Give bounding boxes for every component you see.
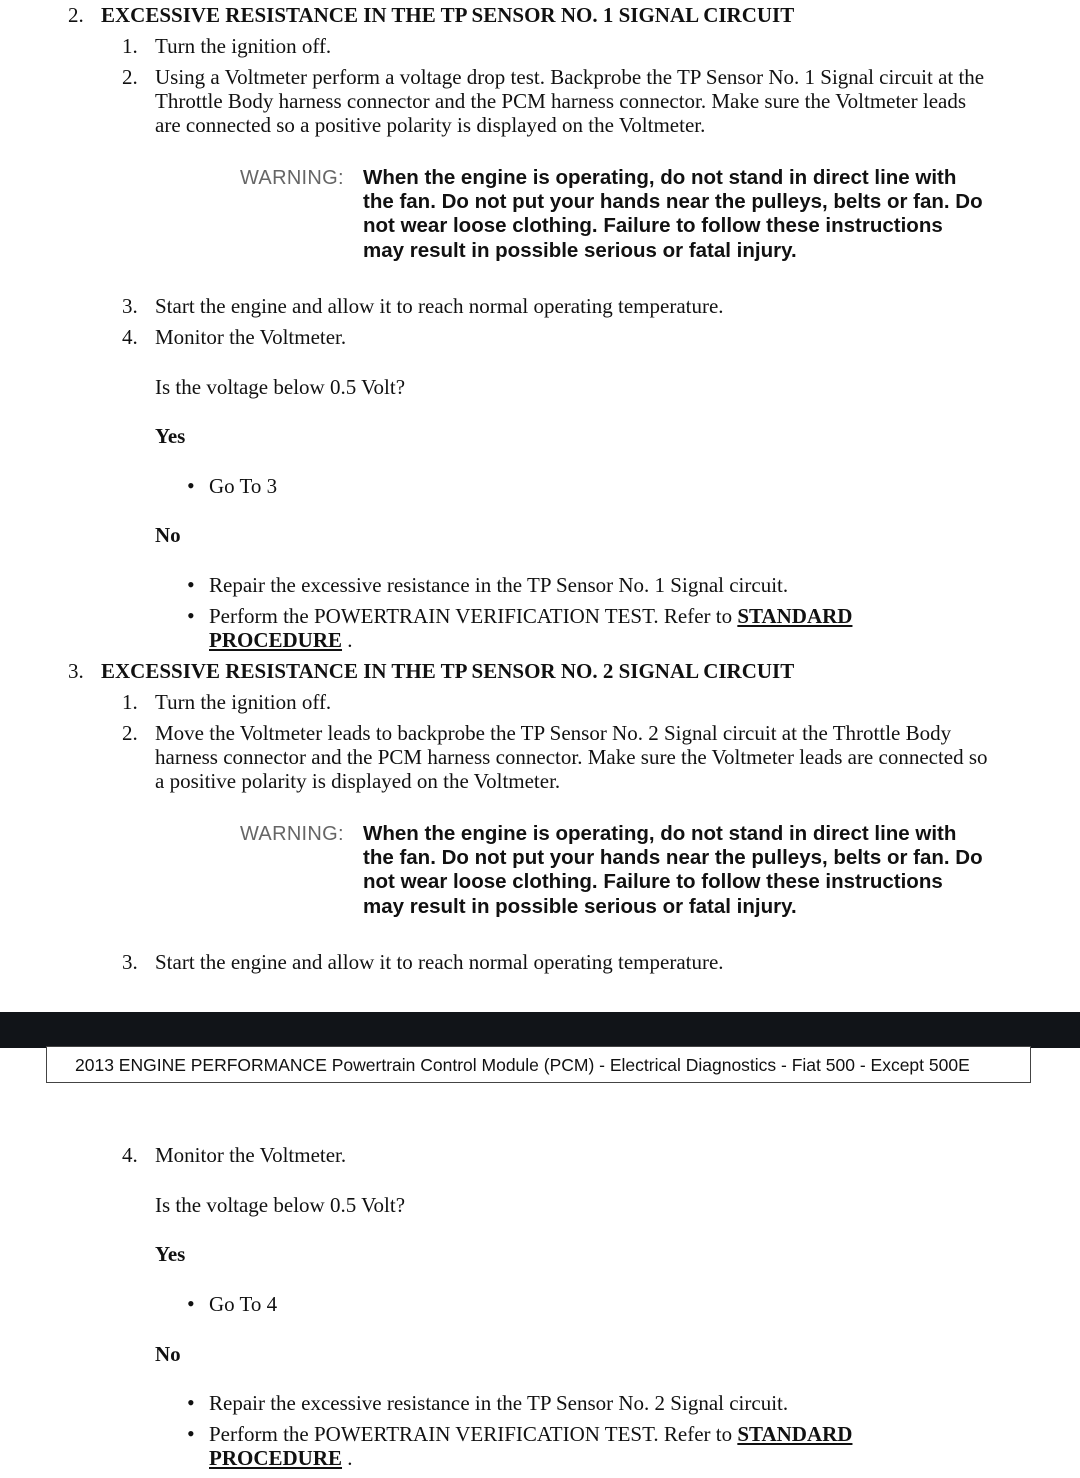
question-text: Is the voltage below 0.5 Volt? xyxy=(155,375,406,399)
bullet-icon: • xyxy=(187,603,195,628)
step-number: 3. xyxy=(122,294,138,318)
list-item xyxy=(209,1422,852,1446)
list-item: Go To 4 xyxy=(209,1292,278,1316)
list-item: Repair the excessive resistance in the TP Sensor No. 2 Signal circuit. xyxy=(209,1391,789,1415)
question-text: Is the voltage below 0.5 Volt? xyxy=(155,1193,406,1217)
step-text: Monitor the Voltmeter. xyxy=(155,1143,347,1167)
step-text-line: Move the Voltmeter leads to backprobe the TP Sensor No. 2 Signal circuit at the Throttle Body xyxy=(155,721,952,745)
warning-text-line: When the engine is operating, do not stand in direct line with xyxy=(363,822,957,845)
list-item-continuation xyxy=(209,1446,353,1470)
warning-text-line: the fan. Do not put your hands near the pulleys, belts or fan. Do xyxy=(363,846,983,869)
warning-text-line: may result in possible serious or fatal injury. xyxy=(363,895,797,918)
warning-text-line: not wear loose clothing. Failure to follow these instructions xyxy=(363,870,943,893)
answer-yes-label: Yes xyxy=(155,424,186,448)
step-text-line: are connected so a positive polarity is displayed on the Voltmeter. xyxy=(155,113,706,137)
step-number: 2. xyxy=(122,721,138,745)
step-text-line: a positive polarity is displayed on the Voltmeter. xyxy=(155,769,561,793)
list-item-text: . xyxy=(347,628,353,652)
step-number: 1. xyxy=(122,690,138,714)
section-2-number: 2. xyxy=(68,3,84,27)
step-text: Start the engine and allow it to reach normal operating temperature. xyxy=(155,950,724,974)
bullet-icon: • xyxy=(187,1421,195,1446)
list-item-continuation xyxy=(209,628,353,652)
page-footer xyxy=(46,1046,1031,1083)
step-text-line: harness connector and the PCM harness connector. Make sure the Voltmeter leads are connected so xyxy=(155,745,988,769)
list-item-text: . xyxy=(347,1446,353,1470)
step-number: 4. xyxy=(122,325,138,349)
step-text-line: Using a Voltmeter perform a voltage drop test. Backprobe the TP Sensor No. 1 Signal circuit at the xyxy=(155,65,985,89)
step-text: Turn the ignition off. xyxy=(155,34,332,58)
warning-label: WARNING: xyxy=(240,823,344,845)
list-item xyxy=(209,604,852,628)
section-3-title: EXCESSIVE RESISTANCE IN THE TP SENSOR NO. 2 SIGNAL CIRCUIT xyxy=(101,659,795,683)
step-text: Turn the ignition off. xyxy=(155,690,332,714)
answer-yes-label: Yes xyxy=(155,1242,186,1266)
bullet-icon: • xyxy=(187,1291,195,1316)
warning-text-line: the fan. Do not put your hands near the pulleys, belts or fan. Do xyxy=(363,190,983,213)
standard-procedure-link[interactable]: STANDARD xyxy=(737,604,853,628)
step-number: 4. xyxy=(122,1143,138,1167)
standard-procedure-link[interactable]: PROCEDURE xyxy=(209,628,343,652)
bullet-icon: • xyxy=(187,1390,195,1415)
answer-no-label: No xyxy=(155,523,181,547)
warning-text-line: When the engine is operating, do not stand in direct line with xyxy=(363,166,957,189)
standard-procedure-link[interactable]: STANDARD xyxy=(737,1422,853,1446)
standard-procedure-link[interactable]: PROCEDURE xyxy=(209,1446,343,1470)
footer-text: 2013 ENGINE PERFORMANCE Powertrain Control Module (PCM) - Electrical Diagnostics - Fiat 500 - Except 500E xyxy=(75,1055,970,1075)
step-text-line: Throttle Body harness connector and the PCM harness connector. Make sure the Voltmeter leads xyxy=(155,89,967,113)
bullet-icon: • xyxy=(187,473,195,498)
section-2-title: EXCESSIVE RESISTANCE IN THE TP SENSOR NO. 1 SIGNAL CIRCUIT xyxy=(101,3,795,27)
list-item: Repair the excessive resistance in the TP Sensor No. 1 Signal circuit. xyxy=(209,573,789,597)
step-text: Start the engine and allow it to reach normal operating temperature. xyxy=(155,294,724,318)
warning-text-line: not wear loose clothing. Failure to follow these instructions xyxy=(363,214,943,237)
page-break-band xyxy=(0,1012,1080,1048)
answer-no-label: No xyxy=(155,1342,181,1366)
list-item: Go To 3 xyxy=(209,474,278,498)
list-item-text: Perform the POWERTRAIN VERIFICATION TEST. Refer to xyxy=(209,604,733,628)
warning-label: WARNING: xyxy=(240,167,344,189)
step-number: 2. xyxy=(122,65,138,89)
section-3-number: 3. xyxy=(68,659,84,683)
list-item-text: Perform the POWERTRAIN VERIFICATION TEST. Refer to xyxy=(209,1422,733,1446)
bullet-icon: • xyxy=(187,572,195,597)
warning-text-line: may result in possible serious or fatal injury. xyxy=(363,239,797,262)
step-number: 1. xyxy=(122,34,138,58)
step-number: 3. xyxy=(122,950,138,974)
step-text: Monitor the Voltmeter. xyxy=(155,325,347,349)
